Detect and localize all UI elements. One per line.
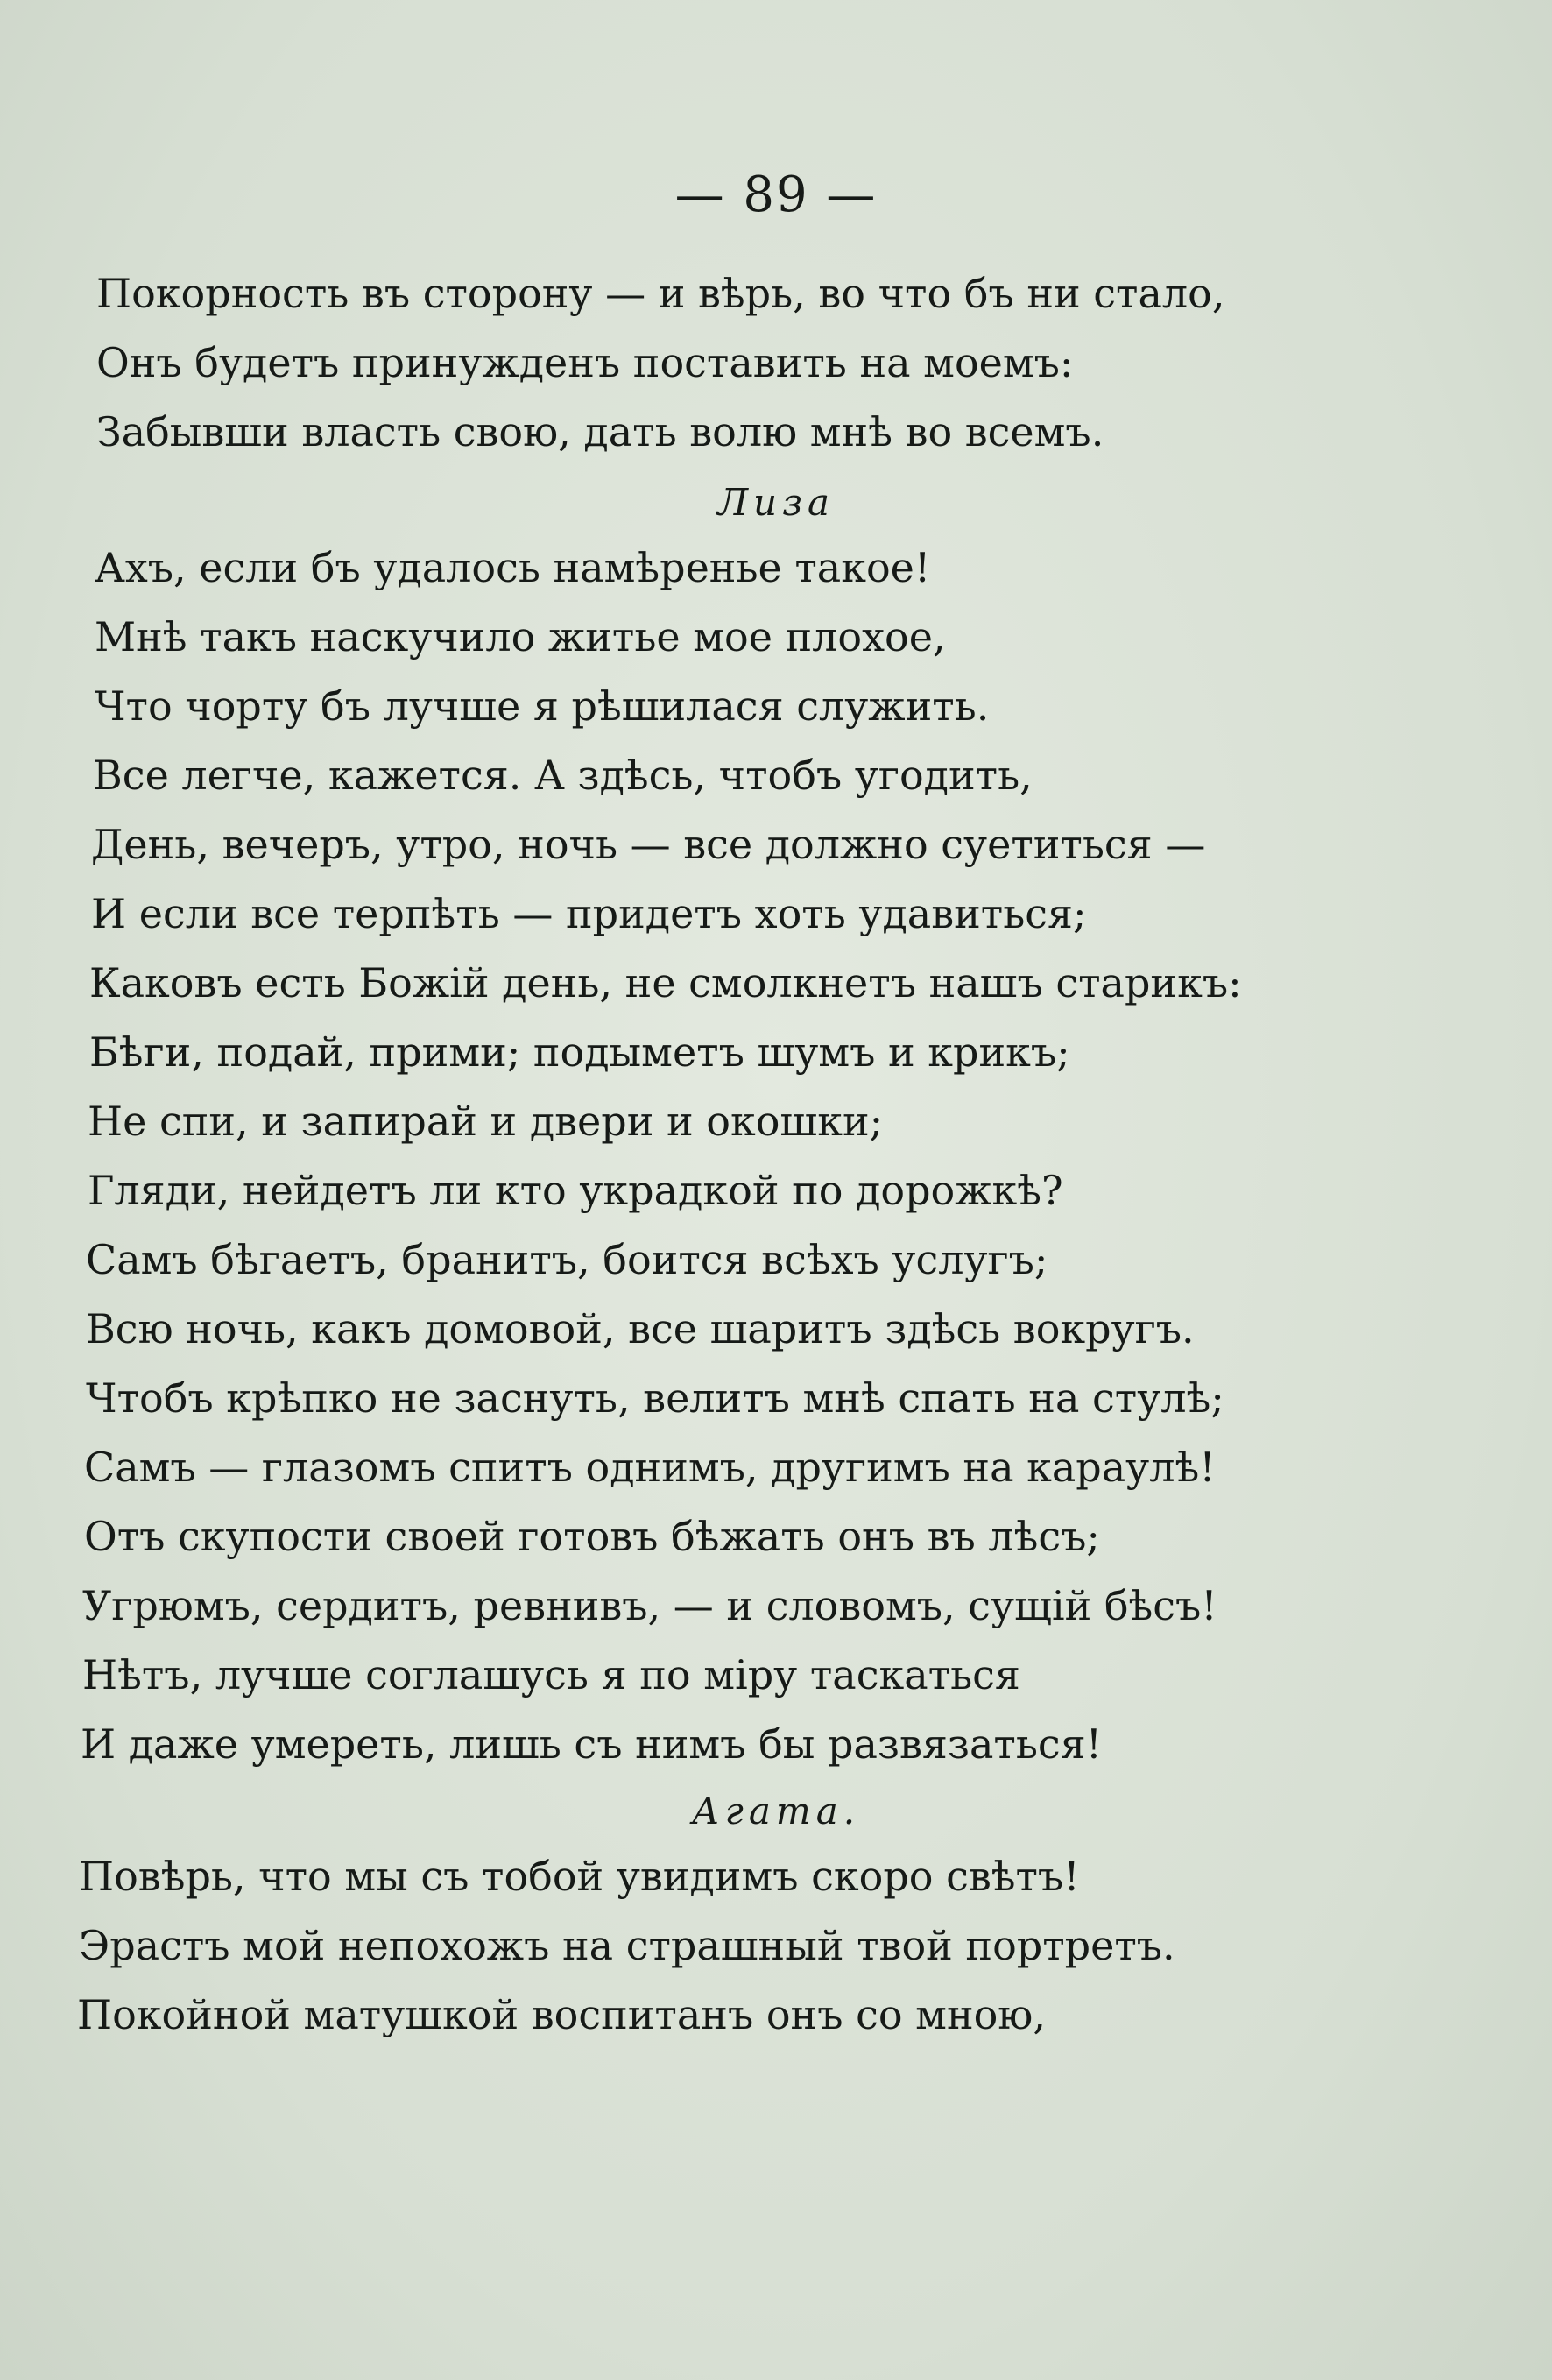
speaker-name-agata: Агата.	[691, 1790, 861, 1833]
verse-line: Что чорту бъ лучше я рѣшилася служить.	[95, 682, 990, 730]
verse-line: Забывши власть свою, дать волю мнѣ во всемъ.	[96, 408, 1104, 456]
verse-line: Самъ бѣгаетъ, бранитъ, боится всѣхъ услугъ;	[86, 1236, 1048, 1283]
verse-line: Ахъ, если бъ удалось намѣренье такое!	[95, 544, 931, 591]
verse-line: Бѣги, подай, прими; подыметъ шумъ и крикъ;	[89, 1028, 1070, 1076]
verse-line: Мнѣ такъ наскучило житье мое плохое,	[95, 613, 946, 660]
verse-line: Эрастъ мой непохожъ на страшный твой портретъ.	[79, 1922, 1175, 1969]
verse-line: И даже умереть, лишь съ нимъ бы развязаться!	[81, 1720, 1103, 1768]
verse-line: Гляди, нейдетъ ли кто украдкой по дорожкѣ?	[88, 1167, 1063, 1214]
verse-line: День, вечеръ, утро, ночь — все должно суетиться —	[91, 821, 1206, 868]
verse-line: И если все терпѣть — придетъ хоть удавиться;	[91, 890, 1087, 937]
verse-line: Чтобъ крѣпко не заснуть, велитъ мнѣ спать на стулѣ;	[86, 1374, 1224, 1422]
verse-line: Покорность въ сторону — и вѣрь, во что бъ ни стало,	[96, 270, 1225, 317]
verse-line: Всю ночь, какъ домовой, все шаритъ здѣсь вокругъ.	[86, 1305, 1195, 1352]
verse-line: Самъ — глазомъ спитъ однимъ, другимъ на караулѣ!	[84, 1444, 1216, 1491]
verse-line: Покойной матушкой воспитанъ онъ со мною,	[77, 1991, 1046, 2038]
verse-line: Повѣрь, что мы съ тобой увидимъ скоро свѣтъ!	[79, 1853, 1080, 1900]
speaker-name-liza: Лиза	[716, 481, 836, 524]
verse-line: Онъ будетъ принужденъ поставить на моемъ:	[96, 339, 1074, 386]
verse-line: Каковъ есть Божій день, не смолкнетъ нашъ старикъ:	[89, 959, 1242, 1006]
verse-line: Отъ скупости своей готовъ бѣжать онъ въ лѣсъ;	[84, 1513, 1100, 1560]
verse-line: Нѣтъ, лучше соглашусь я по міру таскаться	[82, 1651, 1020, 1698]
verse-line: Не спи, и запирай и двери и окошки;	[88, 1098, 884, 1145]
verse-line: Все легче, кажется. А здѣсь, чтобъ угодить,	[93, 752, 1033, 799]
verse-line: Угрюмъ, сердитъ, ревнивъ, — и словомъ, сущій бѣсъ!	[82, 1582, 1217, 1629]
page-number: — 89 —	[674, 166, 878, 223]
